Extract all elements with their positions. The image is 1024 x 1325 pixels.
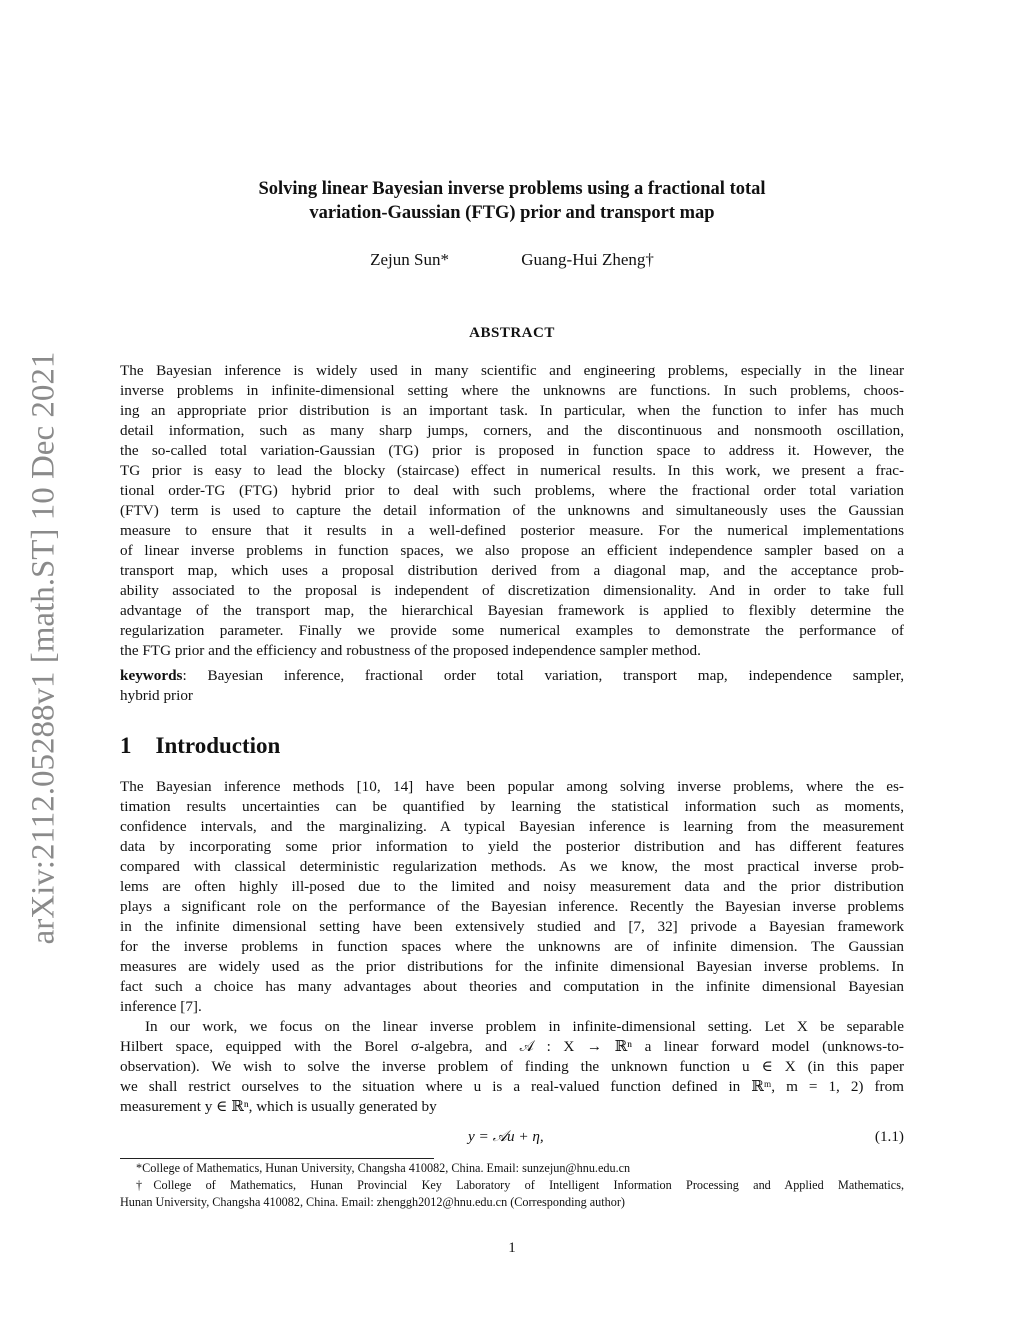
text-line: measurement y ∈ ℝⁿ, which is usually generated by [120,1098,437,1115]
title-line: Solving linear Bayesian inverse problems using a fractional total [258,179,766,199]
text-line: regularization parameter. Finally we provide some numerical examples to demonstrate the performance of [120,622,904,639]
text-line: plays a significant role on the performance of the Bayesian inference. Recently the Bayesian inverse problems [120,898,904,915]
text-line: lems are often highly ill-posed due to the limited and noisy measurement data and the prior distribution [120,878,904,895]
text-line: (FTV) term is used to capture the detail information of the unknowns and simultaneously uses the Gaussian [120,502,904,519]
footnote: †College of Mathematics, Hunan Provincial Key Laboratory of Intelligent Information Processing and Applied Mathematics, [136,1178,904,1192]
page-number: 1 [508,1240,516,1256]
paper-title [0,177,1024,225]
text-line: fact such a choice has many advantages about theories and computation in the infinite dimensional Bayesian [120,978,904,995]
text-line: tional order-TG (FTG) hybrid prior to deal with such problems, where the fractional order total variation [120,482,904,499]
text-line: inverse problems in infinite-dimensional setting where the unknowns are functions. In such problems, choos- [120,382,904,399]
equation-expression: y = 𝒜u + η, [468,1128,544,1145]
text-line: observation). We wish to solve the inverse problem of finding the unknown function u ∈ X (in this paper [120,1058,904,1075]
section-number: 1 [120,733,132,758]
text-line: detail information, such as many sharp jumps, corners, and the discontinuous and nonsmooth oscillation, [120,422,904,439]
text-line: the so-called total variation-Gaussian (TG) prior is proposed in function space to address it. However, the [120,442,904,459]
text-line: In our work, we focus on the linear inverse problem in infinite-dimensional setting. Let X be separable [145,1018,904,1035]
text-line: Hilbert space, equipped with the Borel σ-algebra, and 𝒜 : X → ℝⁿ a linear forward model (unknows-to- [120,1038,904,1055]
text-line: in the infinite dimensional setting have been extensively studied and [7, 32] privode a Bayesian framework [120,918,904,935]
text-line: of linear inverse problems in function spaces, we also propose an efficient independence sampler based on a [120,542,904,559]
keywords-line [120,666,904,686]
text-line: advantage of the transport map, the hierarchical Bayesian framework is applied to flexibly determine the [120,602,904,619]
text-line: ing an appropriate prior distribution is an important task. In particular, when the function to infer has much [120,402,904,419]
footnote: Hunan University, Changsha 410082, China. Email: zhenggh2012@hnu.edu.cn (Corresponding author) [120,1195,625,1209]
footnote-rule [120,1158,434,1159]
keywords-line: hybrid prior [120,687,193,704]
footnote: *College of Mathematics, Hunan University, Changsha 410082, China. Email: sunzejun@hnu.edu.cn [136,1161,631,1175]
text-line: for the inverse problems in function spaces where the unknowns are of infinite dimension. The Gaussian [120,938,904,955]
arxiv-identifier: arXiv:2112.05288v1 [math.ST] 10 Dec 2021 [25,351,62,945]
text-line: compared with classical deterministic regularization methods. As we know, the most practical inverse prob- [120,858,904,875]
keywords-label: keywords [120,667,183,684]
author: Zejun Sun* [370,250,449,269]
title-line: variation-Gaussian (FTG) prior and transport map [309,203,715,223]
intro-paragraph-2 [120,1017,904,1117]
text-line: transport map, which uses a proposal distribution derived from a diagonal map, and the acceptance prob- [120,562,904,579]
section-title: Introduction [155,733,281,758]
text-line: timation results uncertainties can be quantified by learning the statistical information such as moments, [120,798,904,815]
keywords-text: : Bayesian inference, fractional order total variation, transport map, independence sampler, [182,667,904,684]
equation-number: (1.1) [874,1128,904,1145]
abstract-heading: ABSTRACT [469,325,555,341]
abstract-body [120,361,904,661]
text-line: confidence intervals, and the marginalizing. A typical Bayesian inference is learning from the measurement [120,818,904,835]
text-line: TG prior is easy to lead the blocky (staircase) effect in numerical results. In this work, we present a frac- [120,462,904,479]
keywords [120,666,904,706]
text-line: measure to ensure that it results in a well-defined posterior measure. For the numerical implementations [120,522,904,539]
section-heading [120,733,304,759]
text-line: the FTG prior and the efficiency and robustness of the proposed independence sampler method. [120,642,701,659]
author: Guang-Hui Zheng† [521,250,654,269]
text-line: measures are widely used as the prior distributions for the infinite dimensional Bayesian inverse problems. In [120,958,904,975]
authors [0,250,1024,270]
text-line: The Bayesian inference is widely used in many scientific and engineering problems, especially in the linear [120,362,904,379]
text-line: data by incorporating some prior information to yield the posterior distribution and has different features [120,838,904,855]
footnotes [120,1160,904,1211]
text-line: we shall restrict ourselves to the situation where u is a real-valued function defined in ℝᵐ, m = 1, 2) from [120,1078,904,1095]
text-line: The Bayesian inference methods [10, 14] have been popular among solving inverse problems, where the es- [120,778,904,795]
intro-paragraph-1 [120,777,904,1017]
text-line: inference [7]. [120,998,202,1015]
text-line: ability associated to the proposal is independent of discretization dimensionality. And in order to take full [120,582,904,599]
